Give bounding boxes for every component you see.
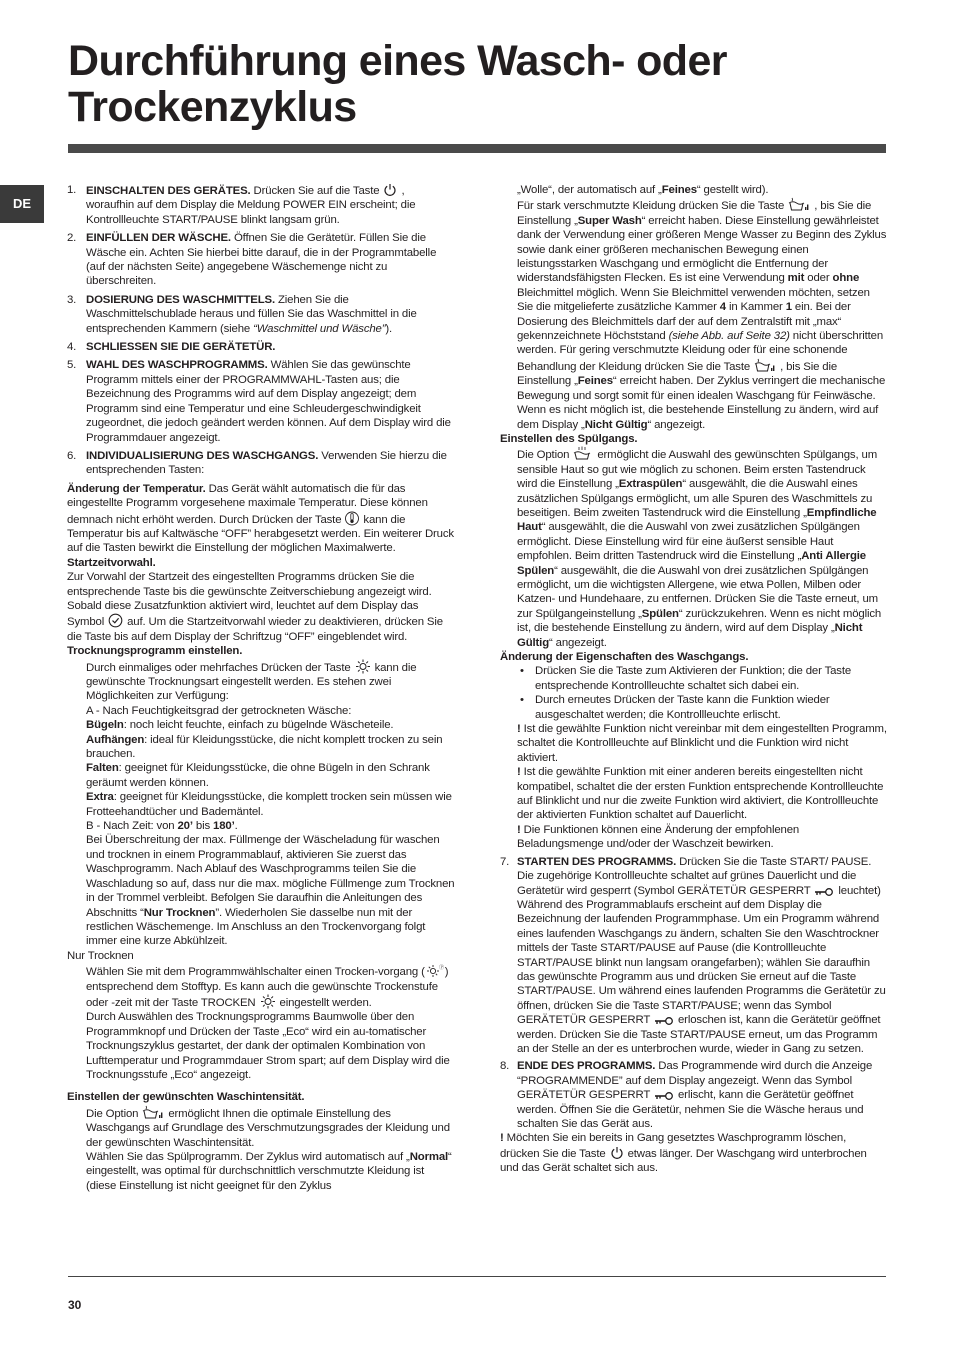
step-text: Wählen Sie das gewünschte Programm mittels einer der PROGRAMMWAHL-Tasten aus; die Bezeichnung des Programms wird auf dem Display angezeigt; dem Programm sind eine Temperatur und eine Schleudergeschwindigkeit zugeordnet, die jedoch geändert werden können. Auf dem Display wird die Programmdauer angezeigt.: [86, 359, 451, 444]
only-dry-paragraph: [86, 963, 455, 1082]
step-heading: DOSIERUNG DES WASCHMITTELS.: [86, 293, 275, 306]
step-heading: SCHLIESSEN SIE DIE GERÄTETÜR.: [86, 341, 276, 354]
step-text: erlischt, kann die Gerätetür geöffnet werden. Öffnen Sie die Gerätetür, nehmen Sie die Wäsche heraus und schalten Sie das Gerät aus.: [517, 1089, 864, 1130]
paragraph-text: ein. Bei der Dosierung des Bleichmittels darf der auf dem Zentralstift mit „max“ gekennzeichnete Höchststand: [517, 301, 851, 343]
paragraph-text: “ erreicht haben. Der Zyklus verringert die mechanische Bewegung und sorgt somit für einen idealen Waschgang für Feinwäsche. Wenn es nicht möglich ist, die bestehende Einstellung zu ändern, wird auf dem Display „: [517, 375, 886, 431]
step-text: Verwenden Sie hierzu die entsprechenden Tasten:: [86, 449, 447, 477]
paragraph-text: .: [234, 820, 238, 833]
paragraph-text: “ gestellt wird).: [696, 184, 769, 196]
key-lock-icon: [654, 1091, 674, 1101]
rinse-paragraph: [517, 446, 887, 650]
paragraph-text: Ist die gewählte Funktion nicht vereinbar mit dem eingestellten Programm, schaltet die Kontrollleuchte auf Blinklicht und die Funktion wird nicht aktiviert.: [517, 723, 887, 764]
paragraph-text: Die Option: [517, 449, 570, 462]
step-heading: STARTEN DES PROGRAMMS.: [517, 855, 677, 868]
dry-program-icon: [426, 963, 444, 978]
step-text: Ziehen Sie die Waschmittelschublade heraus und füllen Sie das Waschmittel in die entsprechenden Kammern (siehe: [86, 293, 417, 335]
step-text: leuchtet) Während des Programmablaufs erscheint auf dem Display die Bezeichnung der laufenden Programmphase. Um ein Programm während eines laufenden Waschgangs zu ändern, schalten Sie den Waschtrockner mittels der Taste START/PAUSE auf Pause (die Kontrollleuchte START/PAUSE blinkt nun langsam orangefarben); wählen Sie daraufhin das gewünschte Programm aus und drücken Sie erneut auf die Taste START/PAUSE. Um während eines laufenden Programms die Gerätetür zu öffnen, drücken Sie die Taste START/PAUSE; wenn das Symbol GERÄTETÜR GESPERRT: [517, 884, 886, 1027]
list-item: [517, 693, 887, 722]
step-8: [500, 1059, 887, 1131]
properties-block: [517, 664, 887, 851]
clock-check-icon: [108, 613, 123, 628]
option-label: Extra: [86, 791, 114, 804]
step-text: Das Programmende wird durch die Anzeige “PROGRAMMENDE” auf dem Display angezeigt. Wenn das Symbol GERÄTETÜR GESPERRT: [517, 1060, 873, 1102]
step-text: Öffnen Sie die Gerätetür. Füllen Sie die Wäsche ein. Achten Sie hierbei bitte darauf, die in der Programmtabelle (auf der nächsten Seite) angegebene Wäschemenge nicht zu überschreiten.: [86, 232, 437, 288]
key-lock-icon: [654, 1016, 674, 1026]
paragraph-text: „Wolle“, der automatisch auf „: [517, 184, 662, 196]
paragraph-text: oder: [804, 272, 833, 285]
step-number: 4.: [67, 341, 77, 354]
paragraph-text: : geeignet für Kleidungsstücke, die ohne Bügeln in den Schrank geräumt werden können.: [86, 762, 430, 789]
option-label: Bügeln: [86, 719, 124, 732]
emphasis: Feines: [577, 375, 613, 388]
page-title: Durchführung eines Wasch- oder Trockenzyklus: [68, 37, 727, 131]
option-label: Aufhängen: [86, 733, 145, 746]
step-text: erloschen ist, kann die Gerätetür geöffnet werden. Drücken Sie die Taste START/PAUSE erneut, um das Programm an der Stelle an der es unterbrochen wurde, wieder in Gang zu setzen.: [517, 1014, 881, 1055]
time-min: 20’: [177, 820, 193, 833]
emphasis: Spülen: [641, 607, 679, 620]
paragraph-text: Für stark verschmutzte Kleidung drücken Sie die Taste: [517, 200, 785, 213]
paragraph-text: Durch einmaliges oder mehrfaches Drücken der Taste: [86, 661, 351, 674]
subheading: Änderung der Eigenschaften des Waschgangs.: [500, 651, 749, 663]
intensity-paragraph: [86, 1105, 455, 1193]
paragraph-text: - Nach Feuchtigkeitsgrad der getrockneten Wäsche:: [92, 704, 352, 717]
sun-icon: [260, 994, 276, 1009]
warning-icon: !: [500, 1132, 504, 1145]
paragraph-text: “ ausgewählt, die die Auswahl eines zusätzlichen Spülgangs ermöglicht, um alle Spuren des Waschmittels zu beseitigen. Beim zweiten Tastendruck wird die Einstellung „: [517, 478, 873, 519]
paragraph-text: ”. Wiederholen Sie dasselbe nun mit der restlichen Wäschemenge. Im Anschluss an den Trockenvorgang folgt immer eine kurze Abkühlzeit.: [86, 906, 426, 948]
paragraph-text: kann die Temperatur bis auf Kaltwäsche “OFF” herabgesetzt werden. Ein weiterer Druck auf die Tasten bewirkt die Einstellung der möglichen Maximalwerte.: [67, 513, 454, 555]
paragraph-text: Wählen Sie das Spülprogramm. Der Zyklus wird automatisch auf „: [86, 1151, 410, 1163]
paragraph-text: Drücken Sie die Taste zum Aktivieren der Funktion; die der Taste entsprechende Kontrollleuchte schaltet sich dabei ein.: [535, 665, 852, 692]
rinse-icon: [573, 446, 593, 461]
subheading: Einstellen der gewünschten Waschintensität.: [67, 1091, 305, 1104]
subheading: Startzeitvorwahl.: [67, 556, 156, 569]
paragraph-text: Zur Vorwahl der Startzeit des eingestellten Programms drücken Sie die entsprechende Taste bis die gewünschte Zeitverschiebung angezeigt wird. Sobald diese Zusatzfunktion aktiviert wird, leuchtet auf dem Display das Symbol: [67, 571, 432, 629]
step-number: 7.: [500, 855, 510, 868]
subheading: Trocknungsprogramm einstellen.: [67, 645, 243, 658]
paragraph-text: : geeignet für Kleidungsstücke, die komplett trocken sein müssen wie Frotteehandtücher und Bademäntel.: [86, 791, 452, 818]
key-lock-icon: [814, 887, 834, 897]
step-number: 8.: [500, 1060, 510, 1073]
step-heading: INDIVIDUALISIERUNG DES WASCHGANGS.: [86, 449, 319, 462]
warning-icon: !: [517, 823, 521, 836]
step-3: [67, 293, 455, 336]
step-text: , woraufhin auf dem Display die Meldung POWER EIN erscheint; die Kontrollleuchte START/PAUSE blinkt langsam grün.: [86, 185, 416, 226]
paragraph-text: “ erreicht haben. Diese Einstellung gewährleistet dank der Verwendung einer größeren Menge Wasser zu Beginn des Zyklus sowie dank einer größeren mechanischen Bewegung einen leistungsstarken Waschgang und ermöglicht die Entfernung der widerstandsfähigsten Flecken. Es ist eine Verwendung: [517, 214, 887, 285]
emphasis: Nicht Gültig: [517, 622, 863, 649]
step-5: [67, 358, 455, 444]
option-label: Falten: [86, 762, 119, 775]
emphasis: Super Wash: [577, 214, 642, 227]
paragraph-text: Die Funktionen können eine Änderung der empfohlenen Beladungsmenge und/oder der Waschzeit bewirken.: [517, 823, 800, 851]
cross-reference: (siehe Abb. auf Seite 32): [668, 330, 790, 343]
step-heading: WAHL DES WASCHPROGRAMMS.: [86, 359, 268, 372]
footer-rule: [68, 1276, 886, 1277]
paragraph-text: : noch leicht feuchte, einfach zu bügelnde Wäscheteile.: [123, 719, 394, 732]
emphasis: mit: [787, 272, 805, 285]
warning-icon: !: [517, 766, 521, 779]
page-number: 30: [68, 1298, 82, 1312]
emphasis: Nicht Gültig: [584, 418, 648, 431]
step-heading: EINSCHALTEN DES GERÄTES.: [86, 185, 251, 197]
warning-icon: !: [517, 723, 521, 736]
option-label: B: [86, 820, 94, 833]
emphasis: Normal: [409, 1151, 449, 1163]
paragraph-text: Das Gerät wählt automatisch die für das eingestellte Programm vorgesehene maximale Temperatur. Diese können demnach nicht erhöht werden. Durch Drücken der Taste: [67, 482, 428, 526]
step-4: [67, 340, 455, 354]
step-heading: ENDE DES PROGRAMMS.: [517, 1060, 656, 1073]
right-column: [500, 183, 887, 1176]
step-text: ).: [385, 322, 393, 335]
subheading: Nur Trocknen: [67, 949, 134, 962]
list-item: [517, 664, 887, 693]
left-column: [67, 183, 455, 1193]
drying-options: [86, 659, 455, 949]
step-number: 2.: [67, 232, 77, 245]
paragraph-text: kann die gewünschte Trocknungsart eingestellt werden. Es stehen zwei Möglichkeiten zur Verfügung:: [86, 661, 417, 703]
emphasis: 4: [719, 301, 726, 314]
paragraph-text: “ angezeigt.: [549, 636, 607, 649]
step-2: [67, 231, 455, 289]
wash-intensity-icon: [788, 197, 810, 212]
bullet-icon: •: [520, 665, 524, 678]
paragraph-text: nicht überschritten werden. Für gering verschmutzte Kleidung oder für eine schonende Behandlung der Kleidung drücken Sie die Taste: [517, 330, 884, 373]
paragraph-text: Bleichmittel möglich. Wenn Sie Bleichmittel verwenden möchten, setzen Sie die mitgelieferte zusätzliche Kammer: [517, 286, 870, 314]
emphasis: Nur Trocknen: [143, 906, 216, 919]
emphasis: Extraspülen: [618, 478, 683, 491]
step-text: Drücken Sie auf die Taste: [250, 185, 380, 197]
paragraph-text: “ eingestellt, was optimal für durchschnittlich verschmutzte Kleidung ist (diese Einstellung ist nicht geeignet für den Zyklus: [86, 1151, 452, 1192]
paragraph-text: , bis Sie die Einstellung „: [517, 200, 872, 227]
language-tab: DE: [0, 185, 44, 223]
bullet-icon: •: [520, 694, 524, 707]
sun-icon: [355, 659, 371, 674]
paragraph-text: ermöglicht die Auswahl des gewünschten Spülgangs, um sensible Haut so gut wie möglich zu schonen. Beim ersten Tastendruck wird die Einstellung „: [517, 449, 878, 491]
cross-reference: “Waschmittel und Wäsche”: [253, 322, 386, 335]
emphasis: 1: [785, 301, 792, 314]
thermometer-icon: [345, 511, 359, 526]
emphasis: Anti Allergie Spülen: [517, 550, 866, 577]
emphasis: ohne: [832, 272, 860, 285]
paragraph-text: Bei Überschreitung der max. Füllmenge der Wäscheladung für waschen und trocknen in einem Programmablauf, aktivieren Sie zuerst das Waschprogramm. Nach Ablauf des Waschprogramms teilen Sie die Waschladung so auf, dass nur die max. mögliche Füllmenge zum Trocknen in der Trommel verbleibt. Befolgen Sie daraufhin die Anleitungen des Abschnitts “: [86, 834, 455, 919]
paragraph-text: eingestellt werden.: [279, 996, 372, 1009]
title-rule: [68, 144, 886, 153]
step-7: [500, 855, 887, 1057]
intensity-continued: [517, 183, 887, 432]
step-6: [67, 449, 455, 478]
step-heading: EINFÜLLEN DER WÄSCHE.: [86, 232, 231, 245]
paragraph-text: Durch Auswählen des Trocknungsprogramms Baumwolle über den Programmknopf und Drücken der Taste „Eco“ wird ein au-tomatischer Trocknungszyklus gestartet, der dank der optimalen Kombination von Lufttemperatur und Programmdauer Strom spart; auf dem Display wird die Trocknungsstufe „Eco“ angezeigt.: [86, 1011, 450, 1081]
paragraph-text: Wählen Sie mit dem Programmwählschalter einen Trocken-vorgang (: [86, 966, 425, 979]
delay-start-paragraph: [67, 570, 455, 644]
step-number: 5.: [67, 359, 77, 372]
step-1: [67, 183, 455, 227]
time-max: 180’: [213, 820, 235, 833]
paragraph-text: bis: [192, 820, 214, 833]
step-number: 3.: [67, 293, 77, 306]
step-number: 6.: [67, 449, 77, 462]
paragraph-text: “ ausgewählt, die die Auswahl von drei zusätzlichen Spülgängen ermöglicht, um die wichtigsten Allergene, wie etwa Pollen, Milben oder Katzen- und Hundehaare, zu entfernen. Drücken Sie die Taste erneut, um zur Spülgangeinstellung „: [517, 564, 878, 620]
paragraph-text: , bis Sie die Einstellung „: [517, 360, 838, 388]
paragraph-text: “ zurückzukehren. Wenn es nicht möglich ist, die bestehende Einstellung zu ändern, wird auf dem Display „: [517, 607, 882, 635]
paragraph-text: Möchten Sie ein bereits in Gang gesetztes Waschprogramm löschen, drücken Sie die Taste: [500, 1132, 847, 1160]
paragraph-text: Die Option: [86, 1107, 139, 1120]
wash-intensity-icon: [754, 358, 776, 373]
step-text: Drücken Sie die Taste START/ PAUSE. Die zugehörige Kontrollleuchte schaltet auf grünes Dauerlicht und die Gerätetür wird gesperrt (Symbol GERÄTETÜR GESPERRT: [517, 855, 872, 897]
svg-text:Ⓟ: Ⓟ: [438, 965, 444, 972]
paragraph-text: ermöglicht Ihnen die optimale Einstellung des Waschgangs auf Grundlage des Verschmutzungsgrades der Kleidung und der gewünschten Waschintensität.: [86, 1107, 450, 1149]
paragraph-text: Ist die gewählte Funktion mit einer anderen bereits eingestellten nicht kompatibel, schaltet die der ersten Funktion entsprechende Kontrollleuchte auf Blinklicht und nur die zweite Funktion wird aktiviert, die Kontrollleuchte der aktivierten Funktion schaltet auf Dauerlicht.: [517, 766, 884, 822]
wash-intensity-icon: [142, 1105, 164, 1120]
step-number: 1.: [67, 184, 77, 196]
final-note: [500, 1131, 887, 1175]
paragraph-text: “ angezeigt.: [647, 418, 706, 431]
paragraph-text: in Kammer: [725, 301, 786, 314]
emphasis: Feines: [661, 184, 697, 196]
paragraph-text: ) entsprechend dem Stofftyp. Es kann auch die gewünschte Trockenstufe oder -zeit mit der Taste TROCKEN: [86, 966, 449, 1009]
paragraph-text: etwas länger. Der Waschgang wird unterbrochen und das Gerät schaltet sich aus.: [500, 1147, 867, 1175]
subheading: Einstellen des Spülgangs.: [500, 432, 638, 445]
power-icon: [383, 183, 397, 197]
temperature-paragraph: [67, 482, 455, 556]
paragraph-text: : ideal für Kleidungsstücke, die nicht komplett trocken zu sein brauchen.: [86, 733, 443, 761]
paragraph-text: “ ausgewählt, die die Auswahl von zwei zusätzlichen Spülgängen ermöglicht. Diese Einstellung wird für eine äußerst sensible Haut empfohlen. Beim dritten Tastendruck wird die Einstellung „: [517, 521, 860, 563]
emphasis: Empfindliche Haut: [517, 506, 877, 534]
power-icon: [610, 1146, 624, 1160]
subheading: Änderung der Temperatur.: [67, 482, 206, 495]
option-label: A: [86, 704, 93, 717]
paragraph-text: Durch erneutes Drücken der Taste kann die Funktion wieder ausgeschaltet werden; die Kontrollleuchte erlischt.: [535, 694, 830, 721]
paragraph-text: auf. Um die Startzeitvorwahl wieder zu deaktivieren, drücken Sie die Taste bis auf dem Display der Schriftzug “OFF” eingeblendet wird.: [67, 616, 443, 643]
paragraph-text: - Nach Zeit: von: [93, 820, 178, 833]
